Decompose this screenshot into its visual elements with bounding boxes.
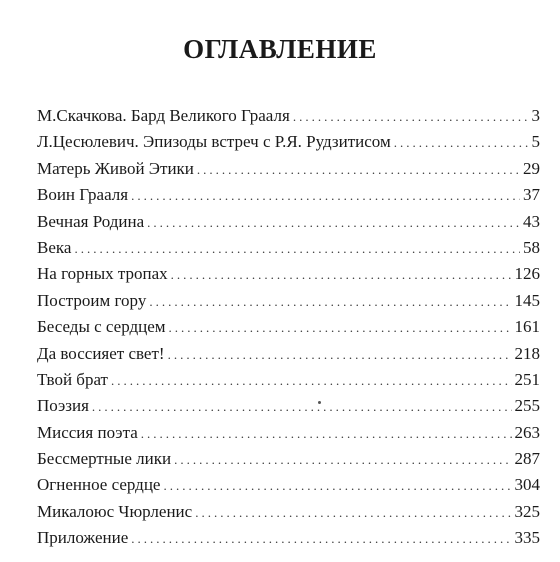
- dot-leader: [293, 104, 529, 130]
- toc-page-number: 29: [523, 158, 540, 178]
- toc-entry-title: Миссия поэта: [37, 422, 138, 442]
- toc-entry: [37, 499, 540, 525]
- toc-entry-title: Построим гору: [37, 290, 147, 310]
- toc-page-number: 37: [523, 185, 540, 205]
- toc-entry: [37, 472, 540, 498]
- toc-entry-title: Бессмертные лики: [37, 449, 172, 469]
- dot-leader: [131, 526, 511, 552]
- toc-page-number: 43: [523, 211, 540, 231]
- toc-entry-title: Приложение: [37, 528, 129, 548]
- toc-entry-title: На горных тропах: [37, 264, 168, 284]
- toc-entry-title: Беседы с сердцем: [37, 317, 166, 337]
- toc-entry: [37, 182, 540, 208]
- toc-page-number: 161: [514, 317, 540, 337]
- toc-page-number: 335: [514, 528, 540, 548]
- toc-entry: [37, 314, 540, 340]
- toc-entry-title: Воин Грааля: [37, 185, 129, 205]
- toc-page-number: 58: [523, 237, 540, 257]
- toc-entry: [37, 446, 540, 472]
- toc-entry-title: Твой брат: [37, 369, 108, 389]
- toc-page-number: 304: [514, 475, 540, 495]
- toc-entry: [37, 129, 540, 155]
- toc-entry-title: Да воссияет свет!: [37, 343, 165, 363]
- toc-entry-title: М.Скачкова. Бард Великого Грааля: [37, 106, 290, 125]
- toc-page-number: 126: [514, 264, 540, 284]
- toc-page-number: 325: [514, 501, 540, 521]
- toc-entry: [37, 156, 540, 182]
- toc-entry: [37, 235, 540, 261]
- toc-entry-title: Матерь Живой Этики: [37, 158, 194, 178]
- dot-leader: [168, 342, 512, 368]
- toc-page-number: 3: [531, 106, 540, 125]
- toc-entry: [37, 341, 540, 367]
- toc-entry: [37, 525, 540, 551]
- dot-leader: [171, 262, 512, 288]
- table-of-contents: [37, 103, 540, 552]
- toc-entry: [37, 367, 540, 393]
- dot-leader: [163, 473, 511, 499]
- toc-page-number: 251: [514, 369, 540, 389]
- toc-page-number: 218: [514, 343, 540, 363]
- dot-leader: [174, 447, 511, 473]
- toc-entry-title: Вечная Родина: [37, 211, 145, 231]
- toc-entry: [37, 420, 540, 446]
- toc-page-number: 145: [514, 290, 540, 310]
- dot-leader: [197, 157, 520, 183]
- toc-page-number: 287: [514, 449, 540, 469]
- dot-leader: [147, 210, 520, 236]
- dot-leader: [92, 394, 512, 420]
- toc-entry-title: Л.Цесюлевич. Эпизоды встреч с Р.Я. Рудзитисом: [37, 132, 391, 152]
- dot-leader: [141, 421, 512, 447]
- toc-page-number: 5: [531, 132, 540, 152]
- toc-entry-title: Века: [37, 237, 72, 257]
- page-title: ОГЛАВЛЕНИЕ: [183, 34, 377, 65]
- dot-leader: [195, 500, 511, 526]
- toc-entry-title: Поэзия: [37, 396, 89, 416]
- toc-page-number: 255: [514, 396, 540, 416]
- dot-leader: [131, 183, 520, 209]
- print-speck: [318, 401, 321, 404]
- toc-entry-title: Огненное сердце: [37, 475, 161, 495]
- dot-leader: [394, 130, 529, 156]
- dot-leader: [111, 368, 512, 394]
- dot-leader: [74, 236, 520, 262]
- dot-leader: [169, 315, 512, 341]
- toc-entry: [37, 209, 540, 235]
- toc-entry: [37, 261, 540, 287]
- toc-entry: [37, 393, 540, 419]
- toc-entry-title: Микалоюс Чюрленис: [37, 501, 193, 521]
- toc-entry: [37, 103, 540, 129]
- toc-entry: [37, 288, 540, 314]
- dot-leader: [149, 289, 511, 315]
- toc-page-number: 263: [514, 422, 540, 442]
